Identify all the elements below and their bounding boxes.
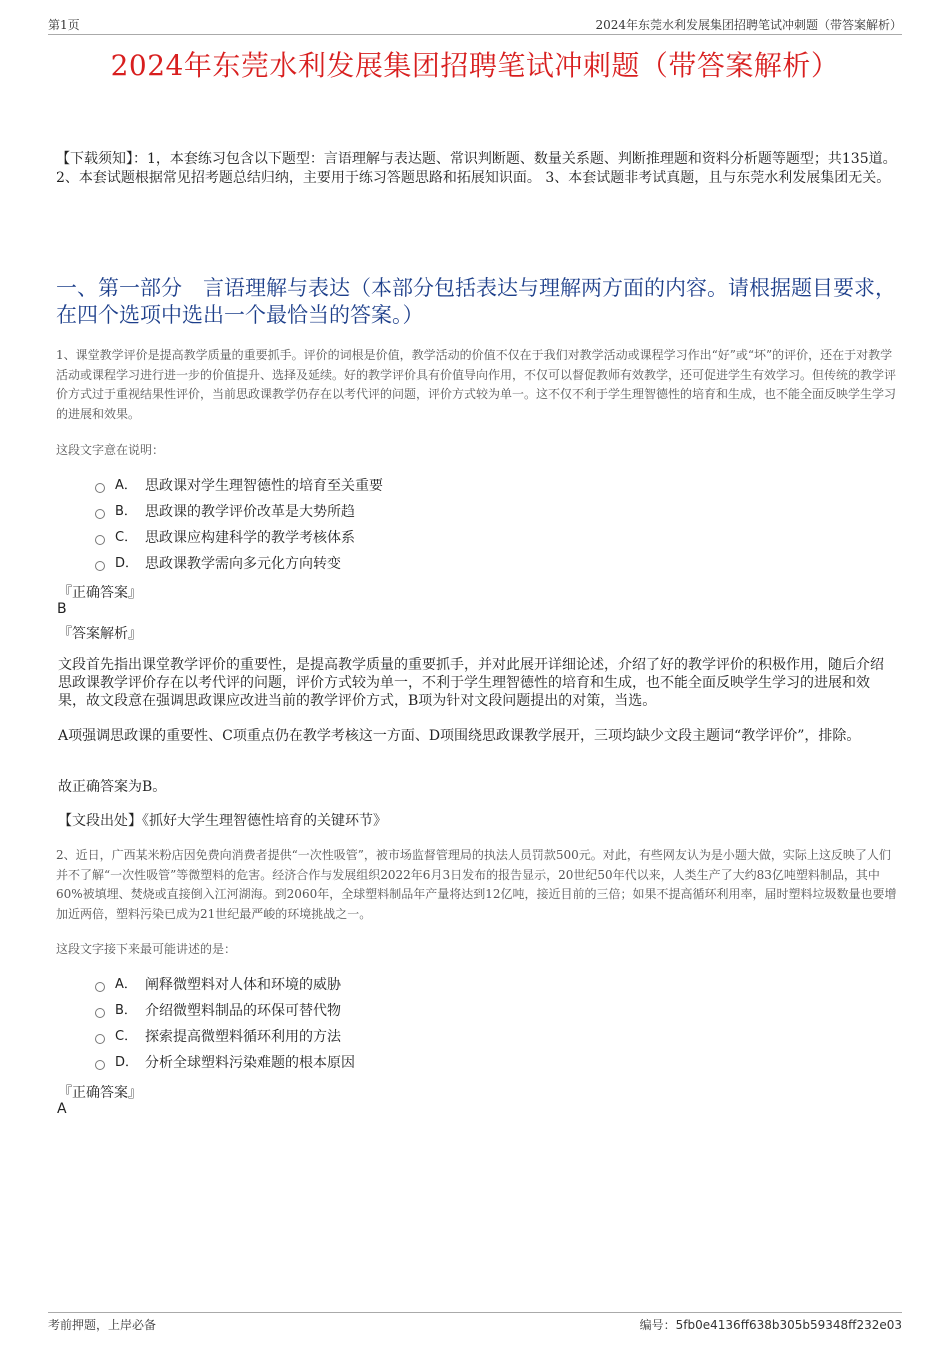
option-key: D． xyxy=(115,1055,139,1070)
question-1-prompt: 这段文字意在说明： xyxy=(56,443,165,457)
option-text: 阐释微塑料对人体和环境的威胁 xyxy=(145,977,341,993)
radio-icon[interactable] xyxy=(95,509,105,519)
radio-icon[interactable] xyxy=(95,1060,105,1070)
source-citation: 【文段出处】《抓好大学生理智德性培育的关键环节》 xyxy=(58,813,387,829)
question-1-text: 1、课堂教学评价是提高教学质量的重要抓手。评价的词根是价值，教学活动的价值不仅在于我们对教学活动或课程学习作出“好”或“坏”的评价，还在于对教学活动或课程学习进行进一步的价值提升、选择及延续。好的教学评价具有价值导向作用，不仅可以督促教师有效教学，还可促进学生有效学习。但传统的教学评价方式过于重视结果性评价，当前思政课教学仍存在以考代评的问题，评价方式较为单一。这不仅不利于学生理智德性的培育和生成，也不能全面反映学生学习的进展和效果。 xyxy=(56,348,897,421)
radio-icon[interactable] xyxy=(95,483,105,493)
section-title: 一、第一部分 言语理解与表达（本部分包括表达与理解两方面的内容。请根据题目要求，在四个选项中选出一个最恰当的答案。） xyxy=(56,276,896,327)
option-b[interactable] xyxy=(95,998,355,1024)
analysis-paragraph: A项强调思政课的重要性、C项重点仍在教学考核这一方面、D项围绕思政课教学展开，三项均缺少文段主题词“教学评价”，排除。 xyxy=(58,728,861,744)
answer-label: 『正确答案』 xyxy=(58,585,142,601)
option-key: C． xyxy=(115,530,138,545)
option-text: 思政课应构建科学的教学考核体系 xyxy=(145,530,355,546)
correct-answer: A xyxy=(57,1101,67,1117)
option-text: 介绍微塑料制品的环保可替代物 xyxy=(145,1003,341,1019)
footer-slogan: 考前押题，上岸必备 xyxy=(48,1318,157,1332)
radio-icon[interactable] xyxy=(95,982,105,992)
radio-icon[interactable] xyxy=(95,535,105,545)
option-key: C． xyxy=(115,1029,138,1044)
option-d[interactable] xyxy=(95,551,383,577)
header-doc-title: 2024年东莞水利发展集团招聘笔试冲刺题（带答案解析） xyxy=(595,18,902,32)
question-2-text: 2、近日，广西某米粉店因免费向消费者提供“一次性吸管”，被市场监督管理局的执法人员罚款500元。对此，有些网友认为是小题大做，实际上这反映了人们并不了解“一次性吸管”等微塑料的危害。经济合作与发展组织2022年6月3日发布的报告显示，20世纪50年代以来，人类生产了大约83亿吨塑料制品，其中60%被填埋、焚烧或直接倒入江河湖海。到2060年，全球塑料制品年产量将达到12亿吨，接近目前的三倍；如果不提高循环利用率，届时塑料垃圾数量也要增加近两倍，塑料污染已成为21世纪最严峻的环境挑战之一。 xyxy=(56,848,897,921)
option-c[interactable] xyxy=(95,525,383,551)
radio-icon[interactable] xyxy=(95,1008,105,1018)
footer-code xyxy=(640,1316,902,1333)
option-b[interactable] xyxy=(95,499,383,525)
document-title: 2024年东莞水利发展集团招聘笔试冲刺题（带答案解析） xyxy=(110,49,840,82)
question-2-options xyxy=(95,972,355,1076)
option-key: A． xyxy=(115,478,137,493)
option-a[interactable] xyxy=(95,972,355,998)
page-header xyxy=(48,14,902,35)
option-c[interactable] xyxy=(95,1024,355,1050)
option-text: 思政课教学需向多元化方向转变 xyxy=(145,556,341,572)
answer-label: 『正确答案』 xyxy=(58,1085,142,1101)
analysis-paragraph: 文段首先指出课堂教学评价的重要性，是提高教学质量的重要抓手，并对此展开详细论述，介绍了好的教学评价的积极作用，随后介绍思政课教学评价存在以考代评的问题，评价方式较为单一，不利于学生理智德性的培育和生成，也不能全面反映学生学习的进展和效果，故文段意在强调思政课应改进当前的教学评价方式，B项为针对文段问题提出的对策，当选。 xyxy=(58,657,884,709)
page-number: 第1页 xyxy=(48,18,80,32)
option-d[interactable] xyxy=(95,1050,355,1076)
analysis-paragraph: 故正确答案为B。 xyxy=(58,779,167,795)
question-1-options xyxy=(95,473,383,577)
radio-icon[interactable] xyxy=(95,561,105,571)
option-text: 思政课的教学评价改革是大势所趋 xyxy=(145,504,355,520)
radio-icon[interactable] xyxy=(95,1034,105,1044)
option-a[interactable] xyxy=(95,473,383,499)
option-text: 探索提高微塑料循环利用的方法 xyxy=(145,1029,341,1045)
option-key: A． xyxy=(115,977,137,992)
page-footer xyxy=(48,1312,902,1332)
footer-code-label: 编号： xyxy=(639,1318,676,1332)
question-2-prompt: 这段文字接下来最可能讲述的是： xyxy=(56,942,237,956)
option-key: D． xyxy=(115,556,139,571)
correct-answer: B xyxy=(57,601,67,617)
option-key: B． xyxy=(115,504,137,519)
analysis-label: 『答案解析』 xyxy=(58,626,142,642)
option-key: B． xyxy=(115,1003,137,1018)
footer-code-value: 5fb0e4136ff638b305b59348ff232e03 xyxy=(675,1318,902,1332)
option-text: 分析全球塑料污染难题的根本原因 xyxy=(145,1055,355,1071)
option-text: 思政课对学生理智德性的培育至关重要 xyxy=(145,478,383,494)
download-notice: 【下载须知】：1，本套练习包含以下题型：言语理解与表达题、常识判断题、数量关系题、判断推理题和资料分析题等题型；共135道。 2、本套试题根据常见招考题总结归纳，主要用于练习答题思路和拓展知识面。 3、本套试题非考试真题，且与东莞水利发展集团无关。 xyxy=(56,151,897,186)
